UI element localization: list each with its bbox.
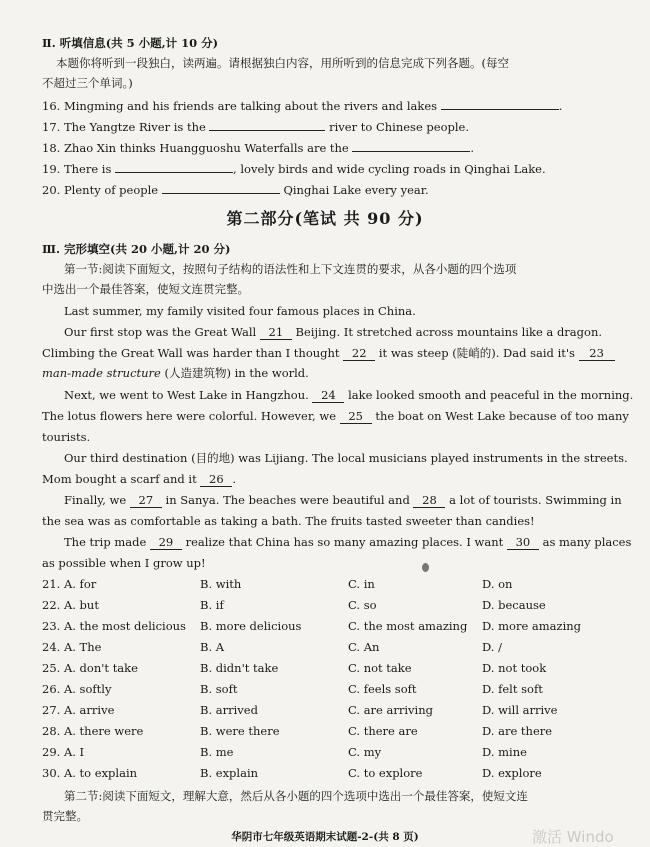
passage-p6-line2: as possible when I grow up! bbox=[42, 556, 206, 570]
passage-p3-line3: tourists. bbox=[42, 430, 91, 444]
option-28d[interactable]: D. are there bbox=[482, 724, 553, 738]
option-23b[interactable]: B. more delicious bbox=[200, 619, 302, 633]
p3b-text: The lotus flowers here were colorful. However, we bbox=[42, 409, 337, 423]
blank-28: 28 bbox=[413, 493, 445, 508]
option-29b[interactable]: B. me bbox=[200, 745, 234, 759]
option-26c[interactable]: C. feels soft bbox=[348, 682, 417, 696]
listening-heading: Ⅱ. 听填信息(共 5 小题,计 10 分) bbox=[42, 36, 219, 50]
p2b-text-mid: it was steep (陡峭的). Dad said it's bbox=[378, 346, 575, 360]
blank-29: 29 bbox=[150, 535, 182, 550]
q16-text: 16. Mingming and his friends are talking about the rivers and lakes bbox=[42, 99, 438, 113]
p2c-italic: man-made structure bbox=[42, 366, 161, 380]
passage-p1: Last summer, my family visited four famous places in China. bbox=[64, 304, 416, 318]
question-18 bbox=[42, 140, 474, 155]
option-28a[interactable]: 28. A. there were bbox=[42, 724, 144, 738]
p3b-text-post: the boat on West Lake because of too many bbox=[375, 409, 629, 423]
p5a-text-mid: in Sanya. The beaches were beautiful and bbox=[165, 493, 410, 507]
p5a-text-post: a lot of tourists. Swimming in bbox=[449, 493, 622, 507]
q16-end: . bbox=[558, 99, 563, 113]
option-22c[interactable]: C. so bbox=[348, 598, 377, 612]
option-30a[interactable]: 30. A. to explain bbox=[42, 766, 138, 780]
option-24c[interactable]: C. An bbox=[348, 640, 380, 654]
blank-21: 21 bbox=[260, 325, 292, 340]
option-26d[interactable]: D. felt soft bbox=[482, 682, 543, 696]
p6a-text-post: as many places bbox=[542, 535, 632, 549]
p2b-text: Climbing the Great Wall was harder than I thought bbox=[42, 346, 340, 360]
cloze-instruction-1: 第一节:阅读下面短文，按照句子结构的语法性和上下文连贯的要求，从各小题的四个选项 bbox=[64, 262, 517, 276]
question-16 bbox=[42, 98, 562, 113]
p3a-text-post: lake looked smooth and peaceful in the morning. bbox=[348, 388, 634, 402]
p4b-text: Mom bought a scarf and it bbox=[42, 472, 197, 486]
passage-p5-line1 bbox=[64, 493, 622, 508]
q20-text-post: Qinghai Lake every year. bbox=[283, 183, 429, 197]
option-25b[interactable]: B. didn't take bbox=[200, 661, 279, 675]
part-two-title: 第二部分(笔试 共 90 分) bbox=[226, 209, 424, 228]
q18-end: . bbox=[470, 141, 475, 155]
question-17 bbox=[42, 119, 469, 134]
passage-p4-line2 bbox=[42, 472, 236, 487]
passage-p4-line1: Our third destination (目的地) was Lijiang. The local musicians played instruments in the streets. bbox=[64, 451, 628, 465]
ink-spot bbox=[422, 563, 429, 572]
option-27b[interactable]: B. arrived bbox=[200, 703, 258, 717]
blank-30: 30 bbox=[507, 535, 539, 550]
option-29c[interactable]: C. my bbox=[348, 745, 382, 759]
p6a-text-mid: realize that China has so many amazing places. I want bbox=[185, 535, 504, 549]
listening-instruction-2: 不超过三个单词。) bbox=[42, 76, 133, 90]
q18-blank[interactable] bbox=[352, 140, 470, 152]
q19-text: 19. There is bbox=[42, 162, 112, 176]
option-24d[interactable]: D. / bbox=[482, 640, 502, 654]
option-21d[interactable]: D. on bbox=[482, 577, 513, 591]
q17-text-post: river to Chinese people. bbox=[329, 120, 470, 134]
option-27a[interactable]: 27. A. arrive bbox=[42, 703, 115, 717]
option-21b[interactable]: B. with bbox=[200, 577, 242, 591]
q16-blank[interactable] bbox=[441, 98, 559, 110]
cloze-instruction-2: 中选出一个最佳答案，使短文连贯完整。 bbox=[42, 282, 249, 296]
option-24b[interactable]: B. A bbox=[200, 640, 225, 654]
option-21a[interactable]: 21. A. for bbox=[42, 577, 97, 591]
p6a-text: The trip made bbox=[64, 535, 147, 549]
passage-p2-line3 bbox=[42, 366, 309, 380]
option-22d[interactable]: D. because bbox=[482, 598, 546, 612]
section2-instruction-1: 第二节:阅读下面短文，理解大意，然后从各小题的四个选项中选出一个最佳答案，使短文连 bbox=[64, 789, 528, 803]
blank-24: 24 bbox=[312, 388, 344, 403]
option-29d[interactable]: D. mine bbox=[482, 745, 527, 759]
activation-watermark: 激活 Windo bbox=[532, 828, 614, 846]
passage-p3-line1 bbox=[64, 388, 633, 403]
option-28c[interactable]: C. there are bbox=[348, 724, 418, 738]
option-29a[interactable]: 29. A. I bbox=[42, 745, 85, 759]
page-footer: 华阴市七年级英语期末试题-2-(共 8 页) bbox=[231, 831, 419, 843]
p2c-text: (人造建筑物) in the world. bbox=[164, 366, 309, 380]
p4b-end: . bbox=[232, 472, 237, 486]
passage-p3-line2 bbox=[42, 409, 629, 424]
option-26b[interactable]: B. soft bbox=[200, 682, 238, 696]
q20-blank[interactable] bbox=[162, 182, 280, 194]
option-22a[interactable]: 22. A. but bbox=[42, 598, 99, 612]
cloze-heading: Ⅲ. 完形填空(共 20 小题,计 20 分) bbox=[42, 242, 231, 256]
passage-p2-line2 bbox=[42, 346, 615, 361]
option-27c[interactable]: C. are arriving bbox=[348, 703, 433, 717]
passage-p5-line2: the sea was as comfortable as taking a bath. The fruits tasted sweeter than candies! bbox=[42, 514, 535, 528]
q19-text-post: , lovely birds and wide cycling roads in Qinghai Lake. bbox=[233, 162, 546, 176]
q19-blank[interactable] bbox=[115, 161, 233, 173]
question-20 bbox=[42, 182, 429, 197]
q18-text: 18. Zhao Xin thinks Huangguoshu Waterfalls are the bbox=[42, 141, 349, 155]
option-24a[interactable]: 24. A. The bbox=[42, 640, 102, 654]
passage-p6-line1 bbox=[64, 535, 631, 550]
option-21c[interactable]: C. in bbox=[348, 577, 375, 591]
option-30b[interactable]: B. explain bbox=[200, 766, 259, 780]
option-30c[interactable]: C. to explore bbox=[348, 766, 423, 780]
blank-22: 22 bbox=[343, 346, 375, 361]
question-19 bbox=[42, 161, 546, 176]
option-23a[interactable]: 23. A. the most delicious bbox=[42, 619, 186, 633]
blank-25: 25 bbox=[340, 409, 372, 424]
option-27d[interactable]: D. will arrive bbox=[482, 703, 558, 717]
option-25d[interactable]: D. not took bbox=[482, 661, 547, 675]
blank-26: 26 bbox=[200, 472, 232, 487]
option-28b[interactable]: B. were there bbox=[200, 724, 280, 738]
p5a-text: Finally, we bbox=[64, 493, 127, 507]
blank-23: 23 bbox=[579, 346, 615, 361]
option-26a[interactable]: 26. A. softly bbox=[42, 682, 112, 696]
p2a-text: Our first stop was the Great Wall bbox=[64, 325, 257, 339]
option-22b[interactable]: B. if bbox=[200, 598, 224, 612]
q17-text: 17. The Yangtze River is the bbox=[42, 120, 206, 134]
section2-instruction-2: 贯完整。 bbox=[42, 809, 88, 823]
option-25c[interactable]: C. not take bbox=[348, 661, 412, 675]
blank-27: 27 bbox=[130, 493, 162, 508]
listening-instruction-1: 本题你将听到一段独白，读两遍。请根据独白内容，用所听到的信息完成下列各题。(每空 bbox=[56, 56, 509, 70]
option-25a[interactable]: 25. A. don't take bbox=[42, 661, 138, 675]
q20-text: 20. Plenty of people bbox=[42, 183, 159, 197]
option-30d[interactable]: D. explore bbox=[482, 766, 542, 780]
q17-blank[interactable] bbox=[209, 119, 325, 131]
p2a-text-post: Beijing. It stretched across mountains like a dragon. bbox=[295, 325, 603, 339]
option-23d[interactable]: D. more amazing bbox=[482, 619, 582, 633]
option-23c[interactable]: C. the most amazing bbox=[348, 619, 468, 633]
p3a-text: Next, we went to West Lake in Hangzhou. bbox=[64, 388, 309, 402]
passage-p2-line1 bbox=[64, 325, 602, 340]
